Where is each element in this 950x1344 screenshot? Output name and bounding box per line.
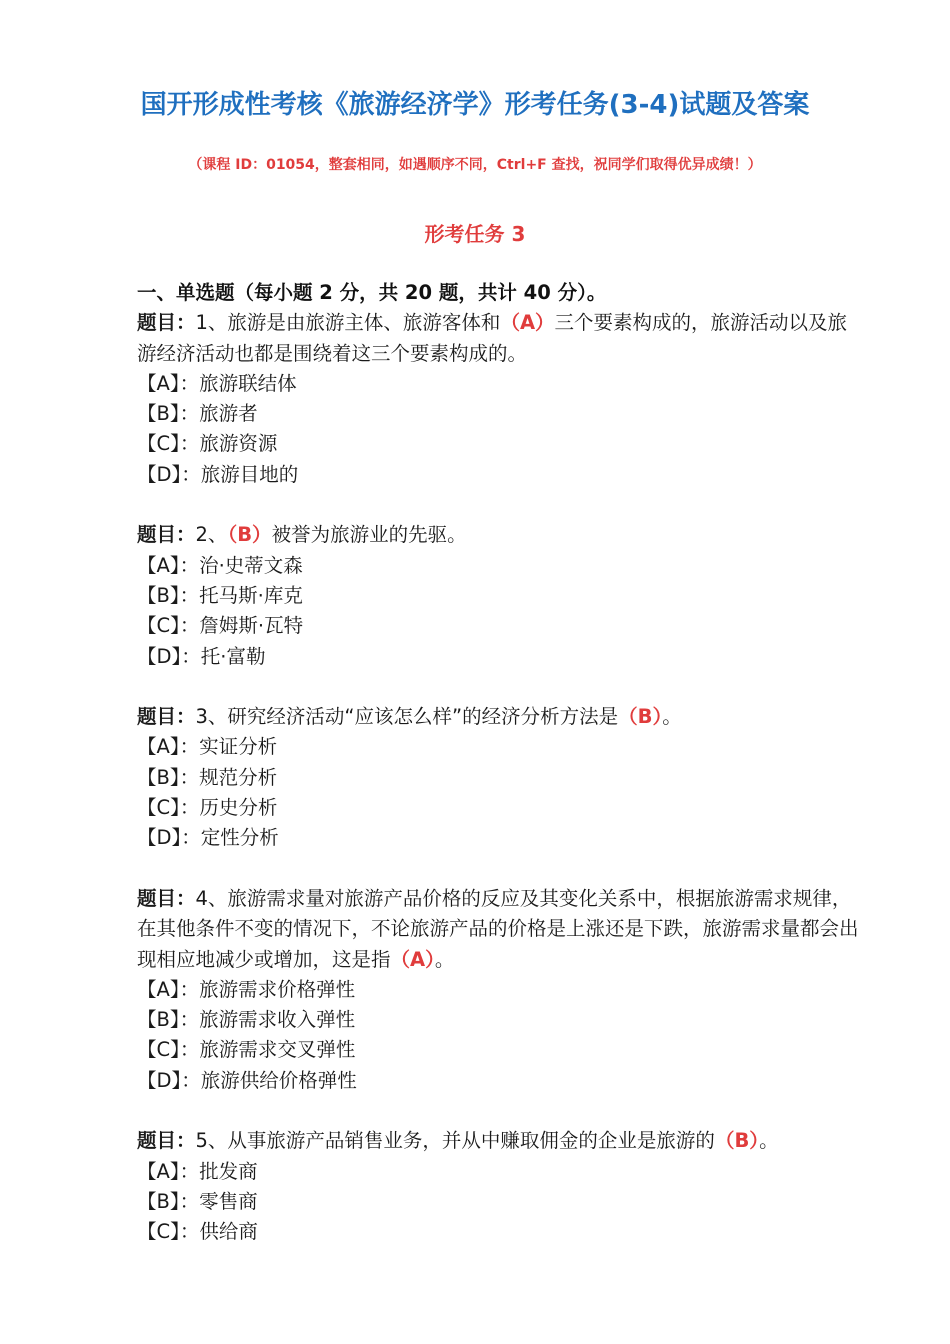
- question-stem: [137, 884, 863, 975]
- answer-mark: （A）: [500, 311, 555, 335]
- question-item: [137, 702, 863, 853]
- option-b: 【B】：旅游者: [137, 402, 258, 426]
- stem-text: 三个要素构成的，旅游活动以及旅游经济活动也都是围绕着这三个要素构成的。: [137, 311, 848, 365]
- option-b: 【B】：托马斯·库克: [137, 583, 303, 607]
- answer-mark: （B）: [227, 523, 272, 547]
- answer-mark: （B）: [618, 705, 663, 729]
- option-c: 【C】：历史分析: [137, 796, 278, 820]
- option-d: 【D】：托·富勒: [137, 644, 266, 668]
- question-list: [137, 278, 863, 1278]
- option-c: 【C】：供给商: [137, 1220, 258, 1244]
- question-stem: [137, 702, 863, 732]
- stem-text: 3、研究经济活动“应该怎么样”的经济分析方法是: [195, 705, 619, 729]
- question-item: [137, 884, 863, 1096]
- option-c: 【C】：詹姆斯·瓦特: [137, 614, 304, 638]
- option-d: 【D】：旅游供给价格弹性: [137, 1068, 357, 1092]
- option-a: 【A】：治·史蒂文森: [137, 553, 303, 577]
- option-d: 【D】：旅游目地的: [137, 462, 299, 486]
- option-c: 【C】：旅游资源: [137, 432, 278, 456]
- question-stem: [137, 1126, 863, 1156]
- question-label: 题目：: [137, 311, 196, 335]
- option-b: 【B】：旅游需求收入弹性: [137, 1008, 356, 1032]
- stem-text: 。: [662, 705, 682, 729]
- option-a: 【A】：旅游需求价格弹性: [137, 977, 356, 1001]
- option-a: 【A】：旅游联结体: [137, 371, 297, 395]
- option-a: 【A】：批发商: [137, 1159, 258, 1183]
- question-label: 题目：: [137, 705, 196, 729]
- answer-mark: （A）: [390, 947, 435, 971]
- question-item: [137, 520, 863, 671]
- question-stem: [137, 520, 863, 550]
- stem-text: 4、旅游需求量对旅游产品价格的反应及其变化关系中，根据旅游需求规律，在其他条件不变的情况下，不论旅游产品的价格是上涨还是下跌，旅游需求量都会出现相应地减少或增加，这是指: [137, 886, 859, 971]
- stem-text: 被誉为旅游业的先驱。: [271, 523, 467, 547]
- stem-text: 。: [434, 947, 455, 971]
- answer-mark: （B）: [714, 1129, 760, 1153]
- option-a: 【A】：实证分析: [137, 735, 278, 759]
- question-label: 题目：: [137, 523, 196, 547]
- stem-text: 5、从事旅游产品销售业务，并从中赚取佣金的企业是旅游的: [195, 1129, 715, 1153]
- question-label: 题目：: [137, 1129, 196, 1153]
- stem-text: 2、: [195, 523, 228, 547]
- section-heading: 一、单选题（每小题 2 分，共 20 题，共计 40 分）。: [137, 281, 607, 304]
- option-b: 【B】：零售商: [137, 1189, 258, 1213]
- task-title: 形考任务 3: [424, 222, 526, 246]
- option-b: 【B】：规范分析: [137, 765, 278, 789]
- option-d: 【D】：定性分析: [137, 826, 279, 850]
- question-label: 题目：: [137, 886, 196, 910]
- question-stem: [137, 308, 863, 369]
- question-item: [137, 308, 863, 490]
- stem-text: 1、旅游是由旅游主体、旅游客体和: [195, 311, 501, 335]
- stem-text: 。: [759, 1129, 779, 1153]
- option-c: 【C】：旅游需求交叉弹性: [137, 1038, 356, 1062]
- document-subtitle: （课程 ID：01054，整套相同，如遇顺序不同，Ctrl+F 查找，祝同学们取得优异成绩！）: [188, 157, 762, 173]
- question-item: [137, 1126, 863, 1247]
- document-title: 国开形成性考核《旅游经济学》形考任务(3-4)试题及答案: [140, 90, 810, 120]
